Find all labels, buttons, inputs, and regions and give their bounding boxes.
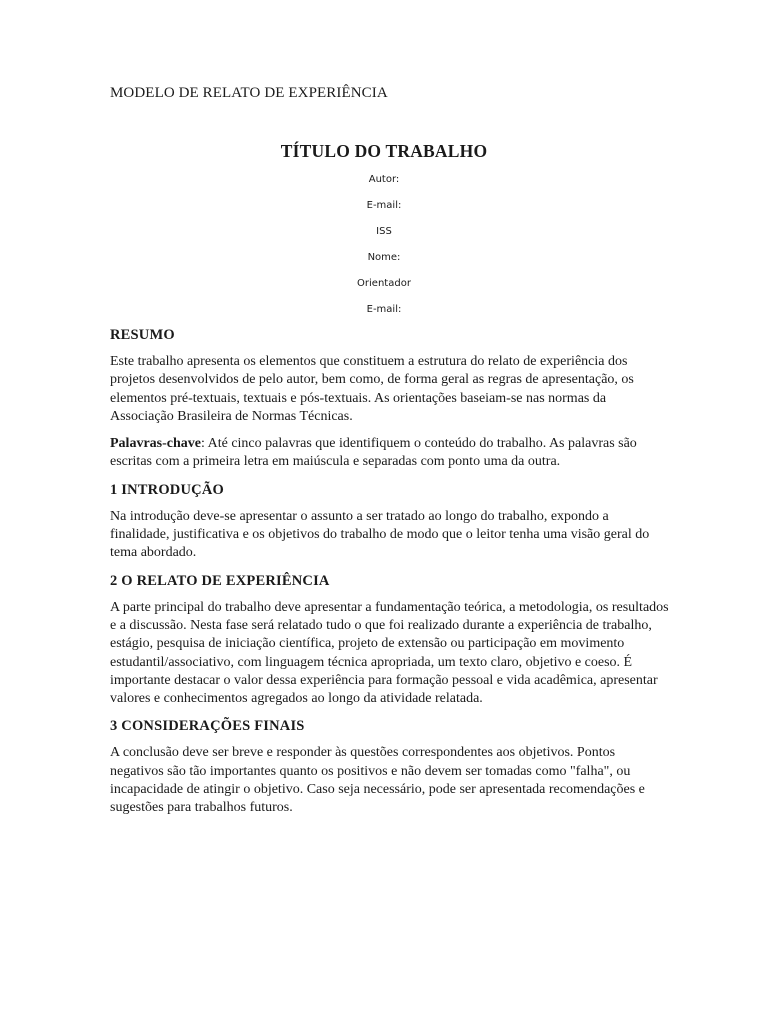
- author-label: Autor:: [368, 174, 400, 185]
- section-text-consideracoes: A conclusão deve ser breve e responder às questões correspondentes aos objetivos. Pontos negativos são tão importantes quanto os positivos e não devem ser tomadas como "falha", ou incapacidade de atingir o objetivo. Caso seja necessário, pode ser apresentada recomendações e sugestões para trabalhos futuros.: [110, 745, 645, 816]
- iss-label: ISS: [376, 226, 392, 237]
- section-text-introducao: Na introdução deve-se apresentar o assunto a ser tratado ao longo do trabalho, expondo a finalidade, justificativa e os objetivos do trabalho de modo que o leitor tenha uma visão geral do tema abordado.: [110, 508, 650, 561]
- keywords-paragraph: [110, 435, 670, 472]
- section-heading-relato: 2 O RELATO DE EXPERIÊNCIA: [110, 572, 330, 589]
- keywords-label: Palavras-chave: [110, 436, 201, 452]
- section-text-relato: A parte principal do trabalho deve apresentar a fundamentação teórica, a metodologia, os resultados e a discussão. Nesta fase será relatado tudo o que foi realizado durante a experiência de trabalho, estágio, pesquisa de iniciação científica, projeto de extensão ou participação em movimento estudantil/associativo, com linguagem técnica apropriada, um texto claro, objetivo e coeso. É importante destacar o valor dessa experiência para formação pessoal e vida acadêmica, apresentar valores e conhecimentos agregados ao longo da atividade relatada.: [110, 599, 669, 707]
- author-email-label: E-mail:: [366, 200, 402, 211]
- keywords-text: : Até cinco palavras que identifiquem o conteúdo do trabalho. As palavras são escritas com a primeira letra em maiúscula e separadas com ponto uma da outra.: [110, 436, 637, 470]
- advisor-label: Orientador: [357, 278, 411, 289]
- title-block: [0, 141, 768, 330]
- name-label: Nome:: [367, 252, 401, 263]
- section-heading-consideracoes: 3 CONSIDERAÇÕES FINAIS: [110, 718, 305, 735]
- model-title: MODELO DE RELATO DE EXPERIÊNCIA: [110, 85, 388, 101]
- document-body: [110, 326, 670, 827]
- work-title: TÍTULO DO TRABALHO: [280, 141, 488, 161]
- resumo-text: Este trabalho apresenta os elementos que constituem a estrutura do relato de experiência dos projetos desenvolvidos de pelo autor, bem como, de forma geral as regras de apresentação, os elementos pré-textuais, textuais e pós-textuais. As orientações baseiam-se nas normas da Associação Brasileira de Normas Técnicas.: [110, 354, 634, 424]
- section-heading-introducao: 1 INTRODUÇÃO: [110, 481, 224, 498]
- advisor-email-label: E-mail:: [366, 304, 402, 315]
- resumo-heading: RESUMO: [110, 327, 175, 343]
